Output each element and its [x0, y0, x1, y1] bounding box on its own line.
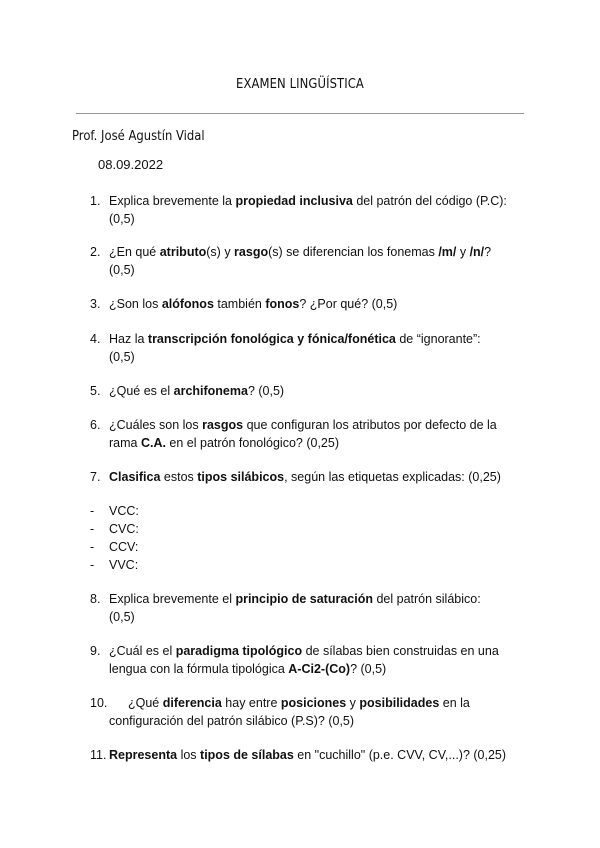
list-item: - VCC:	[90, 504, 139, 518]
syllable-type: VCC:	[109, 504, 139, 518]
list-item: - VVC:	[90, 558, 139, 572]
question-text: ¿Qué diferencia hay entre posiciones y posibilidades en la configuración del patrón silábico (P.S)? (0,5)	[109, 696, 470, 728]
question-number: 7.	[90, 470, 101, 484]
question-points: (0,5)	[109, 212, 135, 226]
question-number: 5.	[90, 384, 101, 398]
question-number: 11.	[90, 748, 107, 762]
question-number: 4.	[90, 332, 101, 346]
title-divider	[76, 113, 524, 114]
question-points: configuración del patrón silábico (P.S)? (0,5)	[109, 714, 355, 728]
question-number: 3.	[90, 297, 101, 311]
question-points: (0,5)	[109, 263, 135, 277]
question-points: (0,5)	[109, 350, 135, 364]
question-9	[90, 642, 530, 678]
question-number: 2.	[90, 245, 101, 259]
question-1	[90, 192, 530, 228]
exam-date: 08.09.2022	[98, 157, 164, 172]
question-number: 1.	[90, 194, 101, 208]
question-text: ¿Cuál es el paradigma tipológico de sílabas bien construidas en una lengua con la fórmula tipológica A-Ci2-(Co)? (0,5)	[109, 644, 499, 676]
question-text: Representa los tipos de sílabas en "cuchillo" (p.e. CVV, CV,...)? (0,25)	[109, 748, 507, 762]
syllable-type: CVC:	[109, 522, 139, 536]
list-item: - CCV:	[90, 540, 139, 554]
author-name: Prof. José Agustín Vidal	[72, 128, 205, 144]
question-number: 8.	[90, 592, 101, 606]
syllable-type: CCV:	[109, 540, 139, 554]
question-11	[90, 746, 530, 764]
question-3	[90, 295, 530, 313]
question-number: 10.	[90, 696, 108, 710]
question-10	[90, 694, 530, 730]
question-2	[90, 243, 530, 279]
question-5	[90, 382, 530, 400]
question-text: Clasifica estos tipos silábicos, según las etiquetas explicadas: (0,25)	[109, 470, 501, 484]
question-8	[90, 590, 530, 626]
question-number: 9.	[90, 644, 101, 658]
question-7	[90, 468, 530, 486]
page-title: EXAMEN LINGÜÍSTICA	[236, 76, 364, 92]
question-text: ¿Qué es el archifonema? (0,5)	[109, 384, 285, 398]
question-points: (0,5)	[109, 610, 135, 624]
question-text: Explica brevemente la propiedad inclusiva del patrón del código (P.C):	[109, 194, 507, 208]
question-6	[90, 416, 530, 452]
question-text: ¿Cuáles son los rasgos que configuran los atributos por defecto de la rama C.A. en el patrón fonológico? (0,25)	[109, 418, 497, 450]
question-text: Haz la transcripción fonológica y fónica/fonética de “ignorante”:	[109, 332, 481, 346]
question-number: 6.	[90, 418, 101, 432]
list-item: - CVC:	[90, 522, 139, 536]
syllable-type: VVC:	[109, 558, 139, 572]
question-text: ¿En qué atributo(s) y rasgo(s) se diferencian los fonemas /m/ y /n/?	[109, 245, 492, 259]
question-text: Explica brevemente el principio de saturación del patrón silábico:	[109, 592, 481, 606]
question-4	[90, 330, 530, 366]
question-text: ¿Son los alófonos también fonos? ¿Por qué? (0,5)	[109, 297, 398, 311]
